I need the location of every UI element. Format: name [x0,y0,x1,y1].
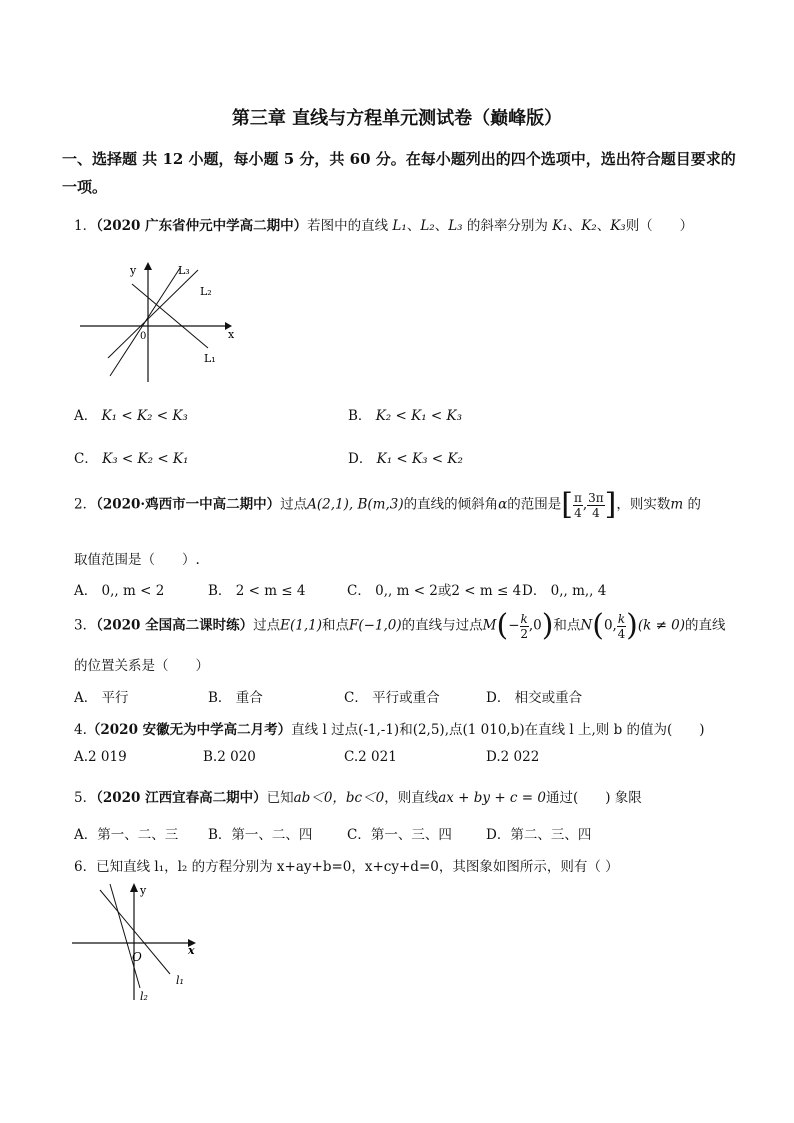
q2-alpha: α [498,496,508,513]
q3-option-a-text: 平行 [101,690,129,706]
q3-text-a: 过点 [253,617,281,634]
q1-option-b[interactable] [348,404,462,424]
q4-option-b-label: B. [203,749,218,765]
q4-option-a-text: 2 019 [88,749,127,765]
q2-source: （2020·鸡西市一中高二期中） [96,496,281,513]
q6-number: 6． [74,859,97,875]
q3-m-frac-num: k [520,611,528,626]
q6-text: 已知直线 l₁，l₂ 的方程分别为 x+ay+b=0，x+cy+d=0，其图象如图所示，则有（ ） [96,859,619,875]
q1-figure [80,258,240,384]
q1-option-a[interactable] [74,404,188,424]
q1-L1: L₁ [392,218,407,234]
q3-text-b: 和点 [321,617,349,634]
q5-option-a-label: A． [74,827,98,843]
q2-option-d-text: 0,, m,, 4 [550,583,607,599]
q4-option-d-text: 2 022 [500,749,540,765]
q1-option-c-label: C． [74,451,98,467]
question-3: 3．（2020 全国高二课时练）过点E(1,1)和点F(−1,0)的直线与过点M(− $\frac{k}{2}$ ,0)和点N(0, $\frac{k}{4}$ )(k ≠ 0)的直线 [74,608,726,643]
q3-line-2: 的位置关系是（ ） [74,658,209,674]
q2-left-bracket: [ [561,487,573,522]
q5-text-c: 通过( ) 象限 [545,790,642,806]
q2-frac-2 [587,491,605,520]
q5-source: （2020 江西宜春高二期中） [96,790,267,806]
q6-fig-l2: l₂ [140,990,148,1003]
q1-option-a-label: A． [74,408,98,424]
q1-K2: K₂ [581,218,597,234]
q3-point-e: E(1,1) [280,617,322,634]
q4-option-a[interactable] [74,749,127,765]
q2-option-c-label: C． [347,583,371,599]
q6-line-l2 [110,884,140,988]
q3-option-a-label: A． [74,690,98,706]
q1-option-c[interactable] [74,447,188,467]
q3-text-e: 的直线 [685,617,726,634]
q2-right-bracket: ] [604,487,617,522]
q3-source: （2020 全国高二课时练） [96,617,254,634]
q1-fig-L2: L₂ [200,285,212,298]
q5-equation: ax + by + c = 0 [438,790,546,806]
q3-option-b[interactable] [208,686,263,706]
q3-n-left-paren: ( [592,608,604,643]
question-6 [74,855,619,875]
q1-number: 1． [74,218,97,234]
q3-point-m: M [482,617,497,634]
q5-condition: ab＜0，bc＜0 [293,790,385,806]
q2-option-d[interactable] [522,579,606,599]
q6-figure [68,878,208,1004]
q2-text-b: 的直线的倾斜角 [403,496,499,513]
q1-fig-L1: L₁ [204,352,216,365]
q1-y-arrow [144,262,152,270]
q3-n-frac-den: 4 [617,626,626,641]
q5-option-c-label: C． [347,827,371,843]
q4-text: 直线 l 过点(-1,-1)和(2,5),点(1 010,b)在直线 l 上,则 b 的值为( ) [291,722,705,738]
q3-option-c-text: 平行或重合 [372,690,440,706]
q1-option-d-label: D． [348,451,373,467]
q1-option-b-label: B． [348,408,372,424]
q3-m-frac [520,612,529,641]
q5-option-b-label: B． [208,827,232,843]
q4-option-d-label: D. [486,749,501,765]
question-5 [74,786,642,806]
q2-m: m [670,496,684,513]
q5-option-d[interactable] [486,823,591,843]
q3-point-n: N [580,617,593,634]
q5-option-b-text: 第一、二、四 [231,827,313,843]
q1-L3: L₃ [448,218,463,234]
q1-option-a-text: K₁ < K₂ < K₃ [101,408,188,424]
q1-fig-origin: 0 [140,331,147,342]
q4-option-c[interactable] [344,749,397,765]
q1-source: （2020 广东省仲元中学高二期中） [96,218,308,234]
q4-option-a-label: A. [74,749,89,765]
q3-option-d-text: 相交或重合 [514,690,583,706]
q5-option-c-text: 第一、三、四 [370,827,452,843]
q5-option-d-text: 第二、三、四 [510,827,592,843]
q5-option-d-label: D． [486,827,511,843]
q2-line-2: 取值范围是（ ）. [74,552,200,568]
q1-text-c: 则（ ） [625,218,694,234]
q2-text-d: ，则实数 [616,496,671,513]
q5-option-a[interactable] [74,823,178,843]
q3-n-frac [617,612,626,641]
question-1: 1．（2020 广东省仲元中学高二期中）若图中的直线 L₁、L₂、L₃ 的斜率分别为 K₁、K₂、K₃则（ ） [74,218,694,234]
q6-fig-origin: O [132,950,142,964]
q3-m-frac-den: 2 [520,626,528,641]
q1-K1: K₁ [552,218,568,234]
q1-option-c-text: K₃ < K₂ < K₁ [102,451,189,467]
q1-text-b: 的斜率分别为 [466,218,548,234]
q4-source: （2020 安徽无为中学高二月考） [86,722,292,738]
q3-option-a[interactable] [74,686,129,706]
q4-option-d[interactable] [486,749,539,765]
q2-option-a-text: 0,, m < 2 [101,583,165,599]
q2-option-c[interactable] [347,579,521,599]
q2-points: A(2,1), B(m,3) [307,496,404,513]
q2-option-a[interactable] [74,579,164,599]
q2-frac-1 [573,491,583,520]
q2-text-c: 的范围是 [507,496,562,513]
q3-option-b-text: 重合 [235,690,263,706]
q3-option-c-label: C． [344,690,368,706]
q6-fig-l1: l₁ [176,974,184,987]
q2-option-b[interactable] [208,579,306,599]
q1-line-L2 [108,270,198,358]
q2-text-e: 的 [687,496,701,513]
q5-number: 5． [74,790,97,806]
q4-option-c-text: 2 021 [358,749,397,765]
q1-fig-y-label: y [130,264,137,277]
q2-option-b-label: B． [208,583,232,599]
q1-line-L3 [110,268,180,376]
q3-option-b-label: B． [208,690,232,706]
q3-k-condition: (k ≠ 0) [637,617,686,634]
q3-option-d-label: D． [486,690,511,706]
q2-frac-1-den: 4 [574,505,582,520]
q3-option-c[interactable] [344,686,440,706]
q1-option-d[interactable] [348,447,463,467]
q3-option-d[interactable] [486,686,582,706]
q2-frac-1-num: π [573,490,582,505]
q5-option-c[interactable] [347,823,452,843]
q2-frac-2-num: 3π [588,490,604,505]
q2-option-b-text: 2 < m ≤ 4 [235,583,306,599]
q3-m-right-paren: ) [541,608,554,643]
q1-text-a: 若图中的直线 [307,218,389,234]
q1-L2: L₂ [420,218,435,234]
q1-option-d-text: K₁ < K₃ < K₂ [376,451,463,467]
section-heading: 一、选择题 共 12 小题，每小题 5 分，共 60 分。在每小题列出的四个选项中，选出符合题目要求的一项。 [62,150,736,196]
q3-number: 3． [74,617,97,634]
q5-option-a-text: 第一、二、三 [97,827,179,843]
q4-option-b[interactable] [203,749,256,765]
q1-fig-L3: L₃ [178,264,190,277]
q5-option-b[interactable] [208,823,312,843]
q4-number: 4. [74,722,87,738]
q1-K3: K₃ [610,218,626,234]
question-4 [74,718,705,738]
q2-number: 2． [74,496,97,513]
page-title: 第三章 直线与方程单元测试卷（巅峰版） [231,108,563,129]
q3-text-d: 和点 [553,617,581,634]
q2-option-c-text: 0,, m < 2或2 < m ≤ 4 [375,583,522,599]
q3-n-frac-num: k [617,611,626,626]
q6-fig-x-label: x [188,944,195,957]
question-2: 2．（2020·鸡西市一中高二期中）过点A(2,1), B(m,3)的直线的倾斜角α的范围是[ $\frac{\pi}{4}$ , $\frac{3\pi}{4}$ ]，则实数m 的 [74,487,701,522]
q2-frac-2-den: 4 [592,505,600,520]
q3-n-right-paren: ) [626,608,638,643]
q6-y-arrow [130,883,138,892]
q3-text-c: 的直线与过点 [401,617,483,634]
q1-option-b-text: K₂ < K₁ < K₃ [375,408,462,424]
q4-option-b-text: 2 020 [217,749,256,765]
q3-m-left-paren: ( [496,608,509,643]
q5-text-b: ，则直线 [384,790,439,806]
q1-fig-x-label: x [228,328,235,341]
q6-fig-y-label: y [140,884,147,897]
q5-text-a: 已知 [266,790,294,806]
q4-option-c-label: C. [344,749,359,765]
q2-option-d-label: D． [522,583,547,599]
q2-option-a-label: A． [74,583,98,599]
q2-text-a: 过点 [280,496,308,513]
q3-point-f: F(−1,0) [348,617,402,634]
